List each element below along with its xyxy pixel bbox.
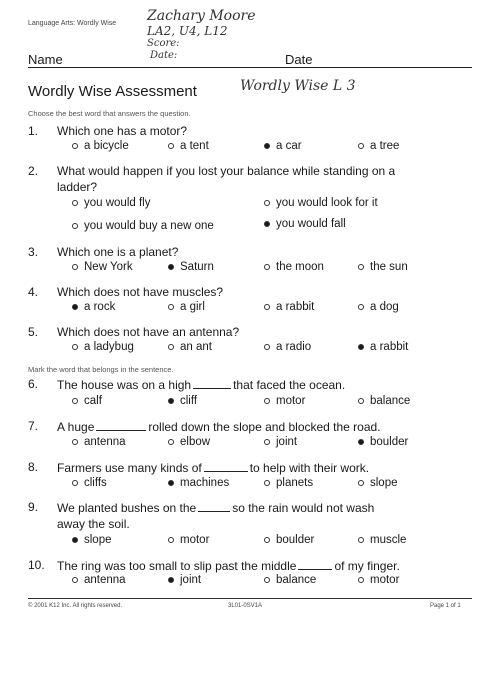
sentence-part: of my finger. [334,559,400,573]
subject-label: Language Arts: Wordly Wise [28,20,117,27]
radio-button[interactable] [72,577,78,583]
radio-button[interactable] [264,480,270,486]
radio-button[interactable] [168,304,174,310]
section-1-instruction: Choose the best word that answers the question. [28,109,191,118]
radio-button[interactable] [168,537,174,543]
answer-option[interactable] [264,477,313,489]
radio-button-selected[interactable] [358,439,364,445]
footer-page-number: Page 1 of 1 [430,603,461,609]
option-label: antenna [84,574,126,586]
name-label: Name [28,52,63,67]
question-text [57,500,374,515]
answer-option[interactable] [264,534,314,546]
answer-option[interactable] [168,574,201,586]
question-number: 9. [28,500,39,514]
question-text [57,558,400,573]
answer-option[interactable] [168,261,214,273]
answer-option[interactable] [72,436,126,448]
question-text: Which one has a motor? [57,124,188,138]
radio-button[interactable] [358,264,364,270]
radio-button-selected[interactable] [264,143,270,149]
sentence-part: rolled down the slope and blocked the road. [148,420,381,434]
option-label: the sun [370,261,408,273]
answer-option[interactable] [264,218,346,230]
name-date-line [28,67,472,68]
radio-button[interactable] [264,398,270,404]
option-label: boulder [276,534,315,546]
sentence-part: to help with their work. [249,461,370,475]
answer-option[interactable] [358,261,408,273]
answer-option[interactable] [358,301,399,313]
option-label: a rabbit [370,341,409,353]
option-label: motor [276,395,306,407]
radio-button[interactable] [264,264,270,270]
option-label: elbow [180,436,211,448]
answer-option[interactable] [264,301,314,313]
radio-button-selected[interactable] [168,577,174,583]
option-label: planets [276,477,314,489]
sentence-part: We planted bushes on the [57,501,197,515]
radio-button[interactable] [72,264,78,270]
question-number: 6. [28,377,39,391]
radio-button-selected[interactable] [264,221,270,227]
answer-option[interactable] [264,341,311,353]
radio-button-selected[interactable] [72,537,78,543]
answer-option[interactable] [168,436,210,448]
answer-option[interactable] [358,341,408,353]
answer-option[interactable] [72,534,112,546]
option-label: a rabbit [276,301,315,313]
option-label: joint [180,574,202,586]
radio-button-selected[interactable] [72,304,78,310]
question-text [57,419,381,434]
radio-button[interactable] [358,143,364,149]
answer-option[interactable] [168,301,205,313]
radio-button-selected[interactable] [168,480,174,486]
section-2-instruction: Mark the word that belongs in the sentence. [28,365,174,374]
radio-button[interactable] [358,304,364,310]
radio-button[interactable] [168,344,174,350]
radio-button[interactable] [264,439,270,445]
handwritten-score: Score: [147,38,180,49]
radio-button[interactable] [72,344,78,350]
radio-button[interactable] [72,223,78,229]
question-text [57,460,369,475]
question-text: What would happen if you lost your balance while standing on a [57,164,396,178]
option-label: antenna [84,436,126,448]
question-number: 8. [28,460,39,474]
radio-button[interactable] [358,480,364,486]
option-label: New York [84,261,133,273]
fill-in-blank [198,500,230,512]
answer-option[interactable] [168,341,212,353]
question-text: Which one is a planet? [57,245,179,259]
answer-option[interactable] [72,261,133,273]
option-label: motor [180,534,210,546]
option-label: boulder [370,436,409,448]
handwritten-date: Date: [150,50,178,61]
date-label: Date [285,52,313,67]
answer-option[interactable] [168,140,209,152]
radio-button[interactable] [72,143,78,149]
sentence-part: Farmers use many kinds of [57,461,202,475]
radio-button[interactable] [358,398,364,404]
answer-option[interactable] [358,395,410,407]
question-text: Which does not have an antenna? [57,325,240,339]
option-label: an ant [180,341,212,353]
handwritten-title-note: Wordly Wise L 3 [240,78,356,94]
radio-button-selected[interactable] [168,398,174,404]
option-label: you would look for it [276,197,378,209]
question-number: 10. [28,558,45,572]
answer-option[interactable] [72,477,107,489]
radio-button-selected[interactable] [168,264,174,270]
question-text [57,377,345,392]
handwritten-lesson: LA2, U4, L12 [147,24,228,38]
handwritten-student-name: Zachary Moore [147,8,256,24]
answer-option[interactable] [358,574,399,586]
radio-button[interactable] [264,577,270,583]
fill-in-blank [204,460,248,472]
radio-button[interactable] [72,398,78,404]
answer-option[interactable] [264,436,297,448]
option-label: slope [84,534,112,546]
radio-button[interactable] [168,143,174,149]
option-label: balance [370,395,411,407]
fill-in-blank [298,558,332,570]
option-label: cliff [180,395,198,407]
radio-button[interactable] [72,200,78,206]
footer-code: 3L01-0SV1A [228,603,263,609]
sentence-part: A huge [57,420,95,434]
answer-option[interactable] [72,341,134,353]
option-label: the moon [276,261,324,273]
answer-option[interactable] [72,301,115,313]
answer-option[interactable] [168,534,209,546]
answer-option[interactable] [264,395,305,407]
option-label: a girl [180,301,205,313]
option-label: balance [276,574,317,586]
radio-button[interactable] [358,577,364,583]
option-label: you would fly [84,197,151,209]
radio-button[interactable] [72,439,78,445]
option-label: Saturn [180,261,214,273]
answer-option[interactable] [358,436,408,448]
radio-button[interactable] [264,200,270,206]
option-label: you would fall [276,218,346,230]
option-label: a radio [276,341,312,353]
option-label: calf [84,395,102,407]
answer-option[interactable] [168,395,197,407]
radio-button[interactable] [264,304,270,310]
sentence-part: The house was on a high [57,378,192,392]
option-label: slope [370,477,398,489]
answer-option[interactable] [358,140,399,152]
answer-option[interactable] [358,534,406,546]
radio-button[interactable] [264,344,270,350]
option-label: cliffs [84,477,107,489]
option-label: muscle [370,534,407,546]
option-label: machines [180,477,230,489]
radio-button[interactable] [264,537,270,543]
question-number: 4. [28,285,39,299]
question-number: 3. [28,245,39,259]
fill-in-blank [193,377,231,389]
option-label: a ladybug [84,341,134,353]
option-label: a tent [180,140,209,152]
sentence-part: that faced the ocean. [233,378,346,392]
question-number: 1. [28,124,39,138]
radio-button-selected[interactable] [358,344,364,350]
answer-option[interactable] [264,574,316,586]
answer-option[interactable] [358,477,398,489]
sentence-part: so the rain would not wash [232,501,375,515]
answer-option[interactable] [264,197,378,209]
page-title: Wordly Wise Assessment [28,83,197,100]
option-label: a dog [370,301,399,313]
answer-option[interactable] [72,395,102,407]
question-number: 5. [28,325,39,339]
question-text-continued: ladder? [57,180,98,194]
option-label: motor [370,574,400,586]
question-number: 2. [28,164,39,178]
option-label: you would buy a new one [84,220,214,232]
answer-option[interactable] [264,140,302,152]
radio-button[interactable] [72,480,78,486]
answer-option[interactable] [72,140,129,152]
option-label: a tree [370,140,400,152]
answer-option[interactable] [72,574,126,586]
option-label: a rock [84,301,116,313]
option-label: a car [276,140,302,152]
fill-in-blank [96,419,146,431]
question-number: 7. [28,419,39,433]
option-label: a bicycle [84,140,129,152]
footer-copyright: © 2001 K12 Inc. All rights reserved. [28,603,123,609]
radio-button[interactable] [168,439,174,445]
question-text-continued: away the soil. [57,517,130,531]
answer-option[interactable] [168,477,229,489]
sentence-part: The ring was too small to slip past the middle [57,559,297,573]
answer-option[interactable] [264,261,324,273]
footer-divider [28,598,472,599]
option-label: joint [276,436,298,448]
radio-button[interactable] [358,537,364,543]
answer-option[interactable] [72,220,214,232]
question-text: Which does not have muscles? [57,285,224,299]
answer-option[interactable] [72,197,150,209]
